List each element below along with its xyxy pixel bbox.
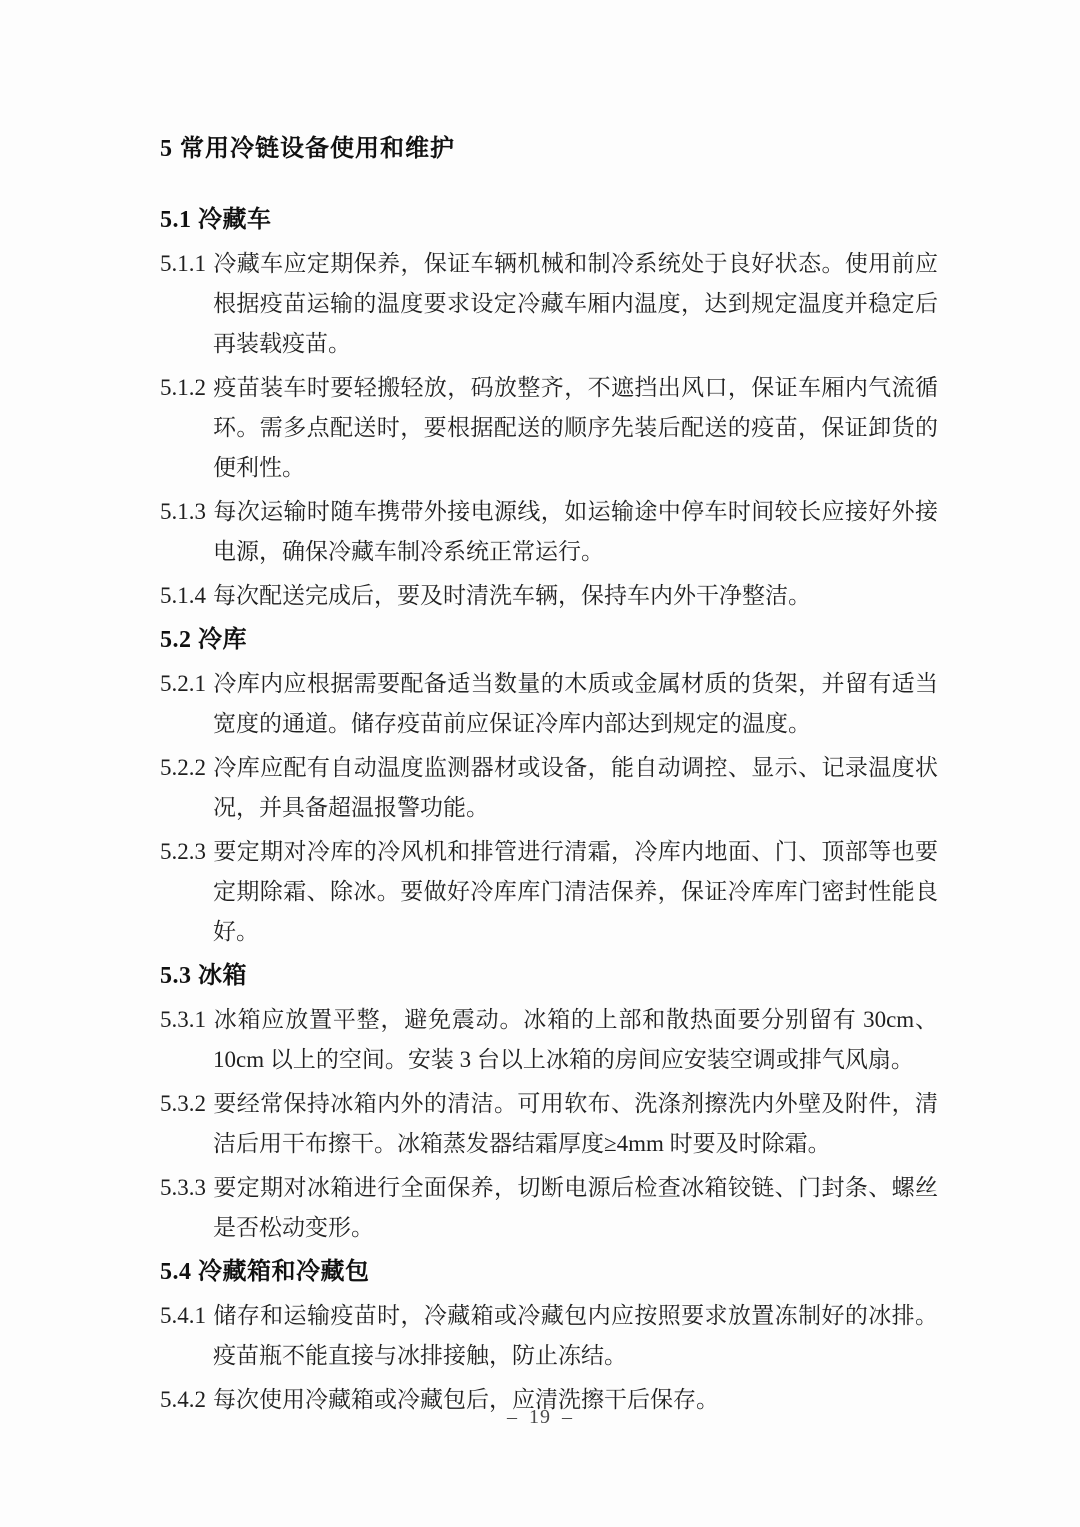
clause-text: 冷库内应根据需要配备适当数量的木质或金属材质的货架，并留有适当宽度的通道。储存疫苗前应保证冷库内部达到规定的温度。 xyxy=(213,671,938,736)
clause-text: 要经常保持冰箱内外的清洁。可用软布、洗涤剂擦洗内外壁及附件，清洁后用干布擦干。冰箱蒸发器结霜厚度≥4mm 时要及时除霜。 xyxy=(213,1091,938,1156)
clause-number: 5.1.3 xyxy=(160,499,206,524)
clause-text: 要定期对冰箱进行全面保养，切断电源后检查冰箱铰链、门封条、螺丝是否松动变形。 xyxy=(213,1175,938,1240)
clause-number: 5.3.2 xyxy=(160,1091,206,1116)
clause-number: 5.2.2 xyxy=(160,755,206,780)
clause-text: 每次运输时随车携带外接电源线，如运输途中停车时间较长应接好外接电源，确保冷藏车制冷系统正常运行。 xyxy=(213,499,938,564)
clause-text: 每次配送完成后，要及时清洗车辆，保持车内外干净整洁。 xyxy=(213,583,811,608)
section-heading-5-4: 5.4 冷藏箱和冷藏包 xyxy=(160,1259,370,1285)
clause-number: 5.1.2 xyxy=(160,375,206,400)
clause-number: 5.3.1 xyxy=(160,1007,206,1032)
clause-number: 5.3.3 xyxy=(160,1175,206,1200)
clause-5-3-1 xyxy=(160,1000,938,1080)
clause-5-1-2 xyxy=(160,368,938,488)
clause-5-2-1 xyxy=(160,664,938,744)
section-heading-5-2: 5.2 冷库 xyxy=(160,627,247,653)
clause-text: 每次使用冷藏箱或冷藏包后，应清洗擦干后保存。 xyxy=(213,1387,719,1412)
section-heading-5-1: 5.1 冷藏车 xyxy=(160,207,272,233)
clause-number: 5.2.3 xyxy=(160,839,206,864)
clause-text: 要定期对冷库的冷风机和排管进行清霜，冷库内地面、门、顶部等也要定期除霜、除冰。要做好冷库库门清洁保养，保证冷库库门密封性能良好。 xyxy=(213,839,938,944)
clause-number: 5.1.4 xyxy=(160,583,206,608)
clause-5-1-3 xyxy=(160,492,938,572)
clause-5-1-4 xyxy=(160,576,938,616)
clause-5-2-2 xyxy=(160,748,938,828)
clause-text: 冷藏车应定期保养，保证车辆机械和制冷系统处于良好状态。使用前应根据疫苗运输的温度要求设定冷藏车厢内温度，达到规定温度并稳定后再装载疫苗。 xyxy=(213,251,938,356)
clause-text: 疫苗装车时要轻搬轻放，码放整齐，不遮挡出风口，保证车厢内气流循环。需多点配送时，要根据配送的顺序先装后配送的疫苗，保证卸货的便利性。 xyxy=(213,375,938,480)
clause-text: 冰箱应放置平整，避免震动。冰箱的上部和散热面要分别留有 30cm、10cm 以上的空间。安装 3 台以上冰箱的房间应安装空调或排气风扇。 xyxy=(213,1007,938,1072)
clause-5-3-3 xyxy=(160,1168,938,1248)
clause-5-3-2 xyxy=(160,1084,938,1164)
clause-5-4-1 xyxy=(160,1296,938,1376)
clause-number: 5.4.1 xyxy=(160,1303,206,1328)
clause-number: 5.1.1 xyxy=(160,251,206,276)
clause-text: 冷库应配有自动温度监测器材或设备，能自动调控、显示、记录温度状况，并具备超温报警功能。 xyxy=(213,755,938,820)
clause-number: 5.2.1 xyxy=(160,671,206,696)
clause-number: 5.4.2 xyxy=(160,1387,206,1412)
clause-5-1-1 xyxy=(160,244,938,364)
document-content xyxy=(160,0,938,1420)
section-heading-5-3: 5.3 冰箱 xyxy=(160,963,247,989)
clause-text: 储存和运输疫苗时，冷藏箱或冷藏包内应按照要求放置冻制好的冰排。疫苗瓶不能直接与冰排接触，防止冻结。 xyxy=(213,1303,938,1368)
page-number: – 19 – xyxy=(507,1406,573,1428)
page-title: 5 常用冷链设备使用和维护 xyxy=(160,136,455,162)
clause-5-2-3 xyxy=(160,832,938,952)
